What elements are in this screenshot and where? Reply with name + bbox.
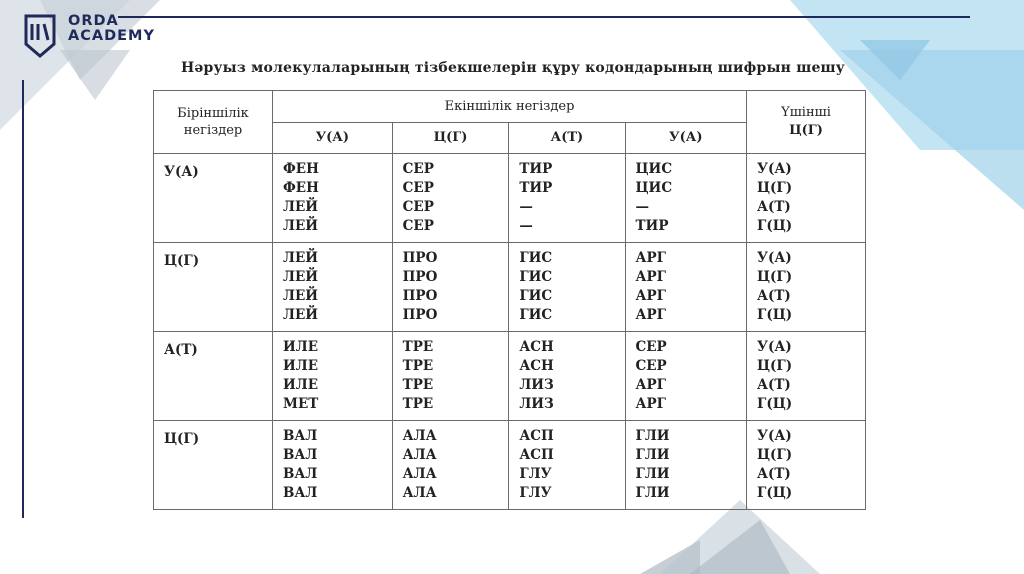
amino-acid: СЕР [402, 218, 434, 234]
third-base-cell [747, 421, 866, 510]
amino-acid: АРГ [635, 307, 666, 323]
codon-cell [625, 421, 746, 510]
amino-acid: ГЛУ [519, 485, 552, 501]
amino-acid: ЛИЗ [519, 377, 554, 393]
amino-acid: СЕР [402, 161, 434, 177]
amino-acid: СЕР [402, 199, 434, 215]
third-base: У(А) [757, 250, 792, 266]
amino-acid: — [519, 218, 533, 234]
codon-cell [625, 332, 746, 421]
third-base-header-line: Үшінші [781, 105, 831, 120]
amino-acid: ПРО [402, 250, 438, 266]
codon-cell [392, 421, 509, 510]
amino-acid: ГЛУ [519, 466, 552, 482]
amino-acid: АСН [519, 358, 554, 374]
amino-acid: ТРЕ [402, 339, 434, 355]
third-base: Г(Ц) [757, 307, 793, 323]
amino-acid: ВАЛ [283, 428, 318, 444]
amino-acid: ВАЛ [283, 466, 318, 482]
amino-acid: ЛЕЙ [283, 199, 318, 215]
amino-acid: ЛЕЙ [283, 288, 318, 304]
amino-acid: ТРЕ [402, 377, 434, 393]
amino-acid: ГИС [519, 250, 553, 266]
third-base: Г(Ц) [757, 218, 793, 234]
codon-cell [509, 332, 625, 421]
third-base: Ц(Г) [757, 180, 793, 196]
amino-acid: ТИР [519, 180, 553, 196]
third-base: А(Т) [757, 199, 791, 215]
amino-acid: АРГ [635, 250, 666, 266]
amino-acid: ЛЕЙ [283, 269, 318, 285]
amino-acid: ФЕН [283, 180, 319, 196]
first-base-cell: У(А) [154, 154, 273, 243]
amino-acid: АРГ [635, 396, 666, 412]
logo-line-2: ACADEMY [68, 28, 155, 44]
first-base-cell: Ц(Г) [154, 243, 273, 332]
third-base: Г(Ц) [757, 396, 793, 412]
first-base-header-line: Біріншілік [177, 106, 249, 121]
table-row [154, 154, 866, 243]
codon-cell [392, 332, 509, 421]
third-base-cell [747, 243, 866, 332]
column-header: У(А) [273, 122, 393, 154]
amino-acid: ЛЕЙ [283, 307, 318, 323]
second-base-header: Екіншілік негіздер [273, 91, 747, 123]
codon-cell [273, 243, 393, 332]
amino-acid: СЕР [402, 180, 434, 196]
document-title: Нәруыз молекулаларының тізбекшелерін құру кодондарының шифрын шешу [181, 60, 845, 76]
third-base: А(Т) [757, 288, 791, 304]
amino-acid: ЦИС [635, 161, 673, 177]
first-base-cell: А(Т) [154, 332, 273, 421]
column-header: У(А) [625, 122, 746, 154]
amino-acid: АСП [519, 447, 554, 463]
table-row [154, 243, 866, 332]
amino-acid: ГЛИ [635, 485, 670, 501]
amino-acid: МЕТ [283, 396, 319, 412]
amino-acid: СЕР [635, 339, 667, 355]
amino-acid: ИЛЕ [283, 358, 318, 374]
amino-acid: ТИР [635, 218, 669, 234]
amino-acid: ПРО [402, 307, 438, 323]
codon-cell [625, 243, 746, 332]
amino-acid: ГИС [519, 269, 553, 285]
codon-cell [625, 154, 746, 243]
amino-acid: ТРЕ [402, 396, 434, 412]
amino-acid: ПРО [402, 269, 438, 285]
amino-acid: АЛА [402, 447, 437, 463]
first-base-header [154, 91, 273, 154]
amino-acid: ИЛЕ [283, 339, 318, 355]
codon-cell [509, 154, 625, 243]
third-base: У(А) [757, 161, 792, 177]
amino-acid: ВАЛ [283, 447, 318, 463]
amino-acid: ВАЛ [283, 485, 318, 501]
amino-acid: — [519, 199, 533, 215]
codon-cell [392, 154, 509, 243]
amino-acid: ЛИЗ [519, 396, 554, 412]
third-base: У(А) [757, 339, 792, 355]
amino-acid: ГИС [519, 307, 553, 323]
amino-acid: АЛА [402, 466, 437, 482]
amino-acid: АЛА [402, 428, 437, 444]
third-base-header-line: Ц(Г) [789, 123, 823, 138]
amino-acid: СЕР [635, 358, 667, 374]
codon-cell [273, 332, 393, 421]
third-base: А(Т) [757, 377, 791, 393]
amino-acid: АРГ [635, 288, 666, 304]
amino-acid: АРГ [635, 377, 666, 393]
amino-acid: ФЕН [283, 161, 319, 177]
third-base-cell [747, 154, 866, 243]
first-base-cell: Ц(Г) [154, 421, 273, 510]
codon-cell [509, 421, 625, 510]
document-image [153, 52, 876, 514]
codon-table [153, 90, 866, 510]
amino-acid: ПРО [402, 288, 438, 304]
amino-acid: — [635, 199, 650, 215]
amino-acid: ГЛИ [635, 466, 670, 482]
amino-acid: ГЛИ [635, 447, 670, 463]
column-header: Ц(Г) [392, 122, 509, 154]
third-base: Ц(Г) [757, 447, 793, 463]
amino-acid: ЦИС [635, 180, 673, 196]
codon-cell [273, 154, 393, 243]
column-header: А(Т) [509, 122, 625, 154]
logo-text [68, 14, 155, 44]
amino-acid: ГЛИ [635, 428, 670, 444]
amino-acid: ТРЕ [402, 358, 434, 374]
logo-shield-icon [22, 12, 58, 60]
amino-acid: ЛЕЙ [283, 250, 318, 266]
third-base: Г(Ц) [757, 485, 793, 501]
codon-cell [273, 421, 393, 510]
third-base-header [747, 91, 866, 154]
table-row [154, 332, 866, 421]
third-base: А(Т) [757, 466, 791, 482]
amino-acid: АСН [519, 339, 554, 355]
logo-line-1: ORDA [68, 13, 119, 29]
third-base: У(А) [757, 428, 792, 444]
amino-acid: АРГ [635, 269, 666, 285]
left-divider [22, 80, 24, 518]
amino-acid: ТИР [519, 161, 553, 177]
amino-acid: АЛА [402, 485, 437, 501]
top-divider [118, 16, 970, 18]
third-base: Ц(Г) [757, 269, 793, 285]
amino-acid: ЛЕЙ [283, 218, 318, 234]
codon-cell [392, 243, 509, 332]
third-base-cell [747, 332, 866, 421]
codon-table-body [154, 154, 866, 510]
amino-acid: АСП [519, 428, 554, 444]
table-row [154, 421, 866, 510]
first-base-header-line: негіздер [183, 123, 243, 138]
amino-acid: ГИС [519, 288, 553, 304]
third-base: Ц(Г) [757, 358, 793, 374]
amino-acid: ИЛЕ [283, 377, 318, 393]
codon-cell [509, 243, 625, 332]
